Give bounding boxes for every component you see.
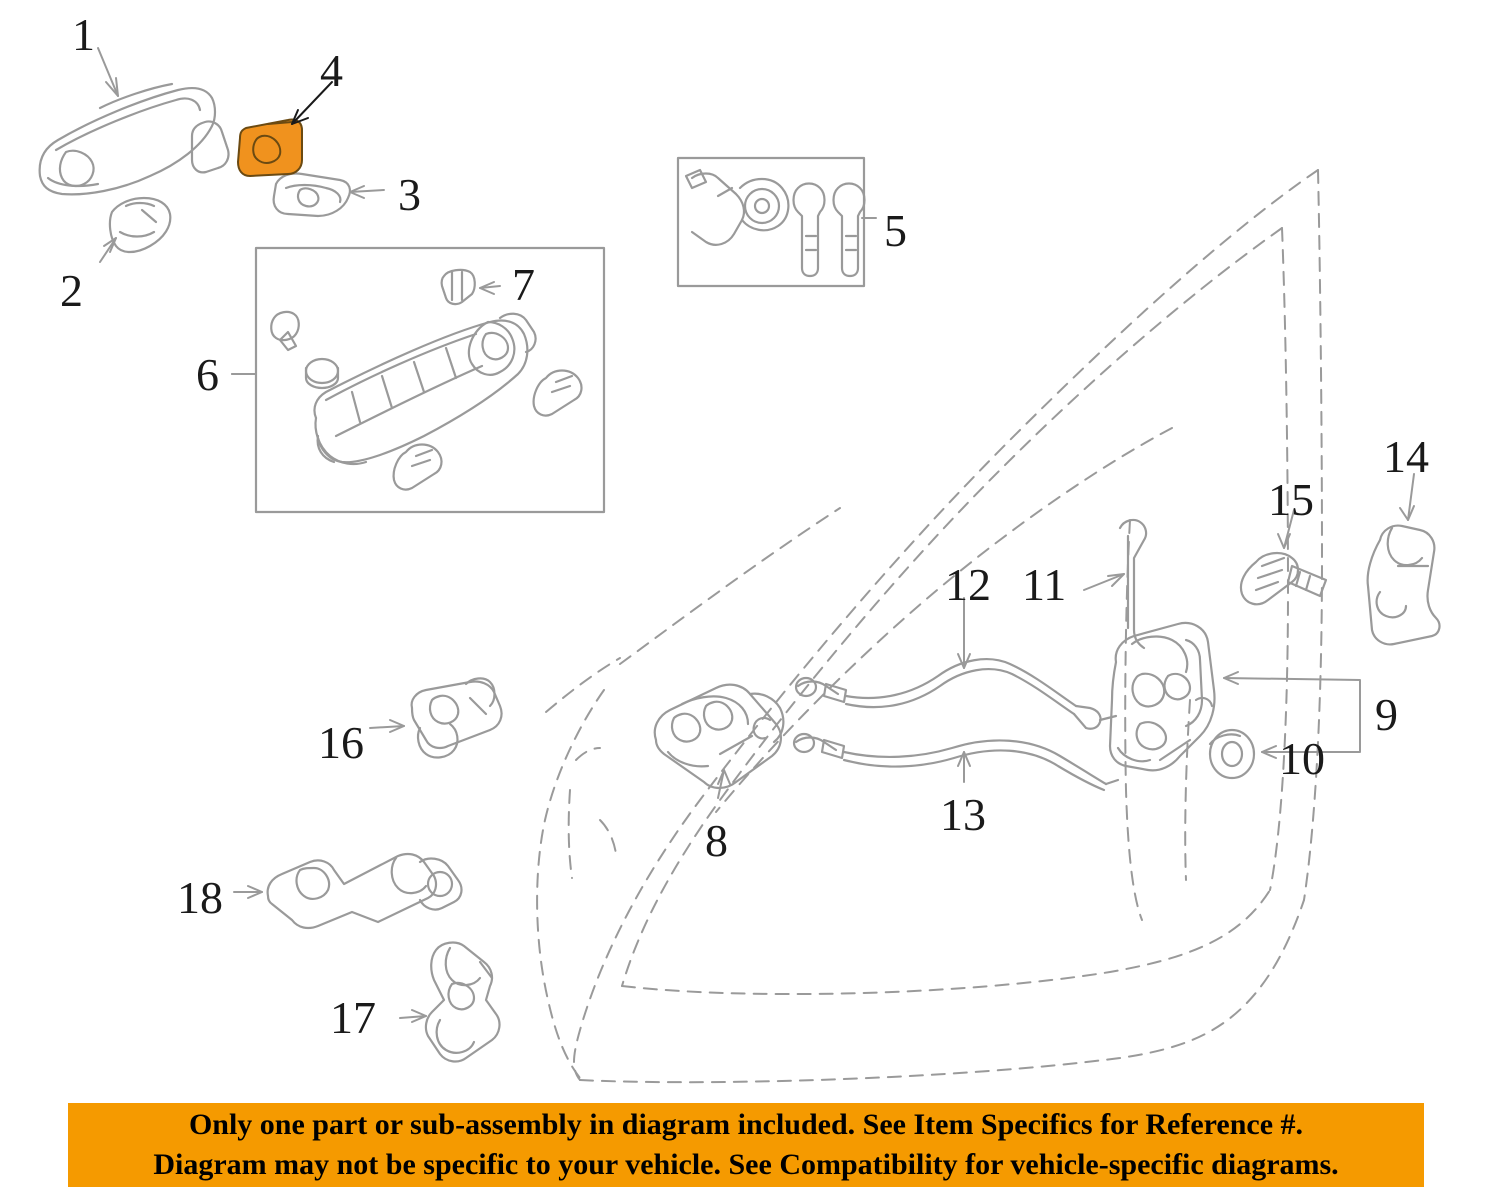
notice-banner — [68, 1103, 1424, 1187]
callout-11: 11 — [1022, 559, 1067, 610]
notice-line-2: Diagram may not be specific to your vehicle. See Compatibility for vehicle-specific diagrams. — [153, 1148, 1339, 1181]
callout-9: 9 — [1375, 689, 1398, 740]
callout-18: 18 — [177, 872, 223, 923]
notice-line-1: Only one part or sub-assembly in diagram included. See Item Specifics for Reference #. — [188, 1108, 1304, 1142]
callout-5: 5 — [884, 205, 907, 256]
callout-14: 14 — [1383, 431, 1429, 482]
callout-7: 7 — [512, 259, 535, 310]
callout-1: 1 — [72, 9, 95, 60]
callout-12: 12 — [945, 559, 991, 610]
callout-2: 2 — [60, 265, 83, 316]
callout-16: 16 — [318, 717, 364, 768]
callout-8: 8 — [705, 815, 728, 866]
callout-15: 15 — [1268, 474, 1314, 525]
callout-13: 13 — [940, 789, 986, 840]
callout-10: 10 — [1279, 733, 1325, 784]
callout-17: 17 — [330, 992, 376, 1043]
callout-6: 6 — [196, 349, 219, 400]
callout-3: 3 — [398, 169, 421, 220]
callout-4: 4 — [320, 45, 343, 96]
